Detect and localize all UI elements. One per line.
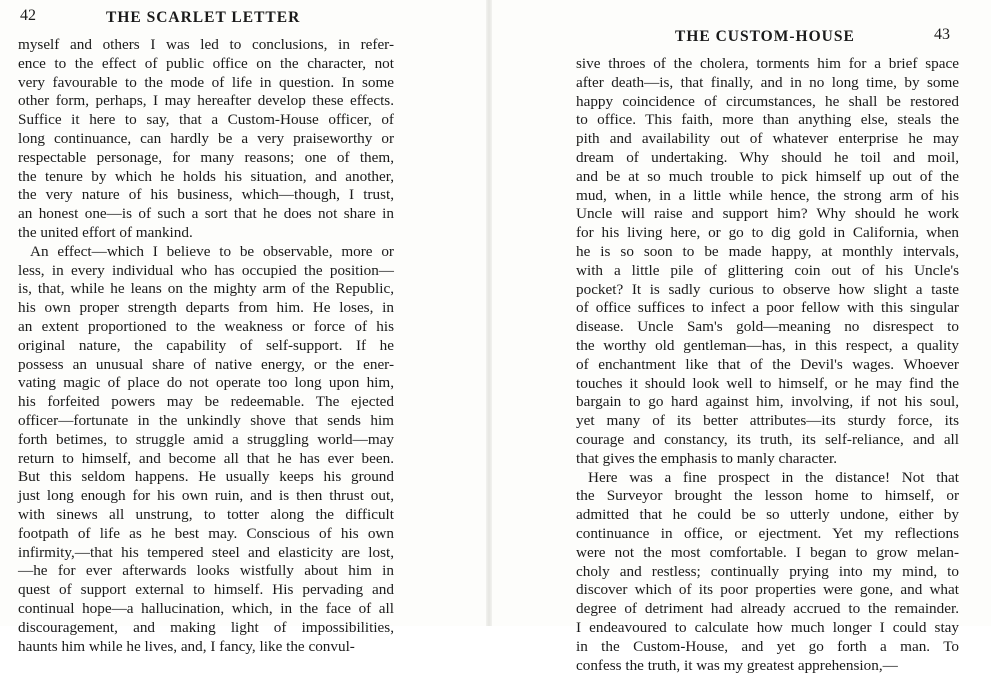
text-line: with a little pile of glittering coin out of his Uncle's: [576, 262, 959, 281]
text-line: the very nature of his business, which—though, I trust,: [18, 186, 394, 205]
text-line: choly and restless; continually prying into my mind, to: [576, 563, 959, 582]
text-line: after death—is, that finally, and in no long time, by some: [576, 74, 959, 93]
text-line: mud, when, in a little while hence, the strong arm of his: [576, 187, 959, 206]
text-line: just long enough for his own ruin, and is then thrust out,: [18, 487, 394, 506]
text-line: haunts him while he lives, and, I fancy, like the convul-: [18, 638, 394, 657]
text-line: that gives the emphasis to manly character.: [576, 450, 959, 469]
text-line: happy coincidence of circumstances, he shall be restored: [576, 93, 959, 112]
text-line: very favourable to the mode of life in question. In some: [18, 74, 394, 93]
text-line: the worthy old gentleman—has, in this respect, a quality: [576, 337, 959, 356]
text-line: sive throes of the cholera, torments him for a brief space: [576, 55, 959, 74]
text-line: his forfeited powers may be redeemable. The ejected: [18, 393, 394, 412]
text-line: myself and others I was led to conclusions, in refer-: [18, 36, 394, 55]
text-line: discover which of its poor properties were gone, and what: [576, 581, 959, 600]
text-line: pocket? It is sadly curious to observe how slight a taste: [576, 281, 959, 300]
text-line: of enchantment like that of the Devil's wages. Whoever: [576, 356, 959, 375]
text-line: confess the truth, it was my greatest apprehension,—: [576, 657, 959, 675]
text-line: in the Custom-House, and yet go forth a man. To: [576, 638, 959, 657]
text-line: quest of support external to himself. His pervading and: [18, 581, 394, 600]
text-line: were not the most comfortable. I began to grow melan-: [576, 544, 959, 563]
text-line: and be at so much trouble to pick himself up out of the: [576, 168, 959, 187]
text-line: he is so soon to be made happy, at monthly intervals,: [576, 243, 959, 262]
text-line: touches it should look well to himself, or he may find the: [576, 375, 959, 394]
text-line: with sinews all unstrung, to totter along the difficult: [18, 506, 394, 525]
text-line: original nature, the capability of self-support. If he: [18, 337, 394, 356]
text-line: the united effort of mankind.: [18, 224, 394, 243]
text-line: degree of detriment had already accrued to the remainder.: [576, 600, 959, 619]
text-line: officer—fortunate in the unkindly shove that sends him: [18, 412, 394, 431]
running-head: THE CUSTOM-HOUSE: [675, 28, 855, 46]
text-line: forth betimes, to struggle amid a struggling world—may: [18, 431, 394, 450]
page-number: 42: [20, 7, 36, 25]
text-line: Suffice it here to say, that a Custom-House officer, of: [18, 111, 394, 130]
text-line: less, in every individual who has occupied the position—: [18, 262, 394, 281]
text-line: But this seldom happens. He usually keeps his ground: [18, 468, 394, 487]
text-line: I endeavoured to calculate how much longer I could stay: [576, 619, 959, 638]
text-line: other form, perhaps, I may hereafter develop these effects.: [18, 92, 394, 111]
page-body: [18, 36, 394, 656]
text-line: continual hope—a hallucination, which, in the face of all: [18, 600, 394, 619]
text-line: admitted that he could be so utterly undone, either by: [576, 506, 959, 525]
left-page: [0, 0, 480, 626]
text-line: return to himself, and become all that he has ever been.: [18, 450, 394, 469]
text-line: is, that, while he leans on the mighty arm of the Republic,: [18, 280, 394, 299]
text-line: to office. This faith, more than anything else, steals the: [576, 111, 959, 130]
text-line: ence to the effect of public office on the character, not: [18, 55, 394, 74]
text-line: continuance in office, or ejectment. Yet my reflections: [576, 525, 959, 544]
text-line: of office suffices to infect a poor fellow with this singular: [576, 299, 959, 318]
text-line: vating magic of place do not operate too long upon him,: [18, 374, 394, 393]
text-line: possess an unusual share of native energy, or the ener-: [18, 356, 394, 375]
text-line: long continuance, can hardly be a very praiseworthy or: [18, 130, 394, 149]
text-line: footpath of life as he best may. Conscious of his own: [18, 525, 394, 544]
text-line: Here was a fine prospect in the distance! Not that: [576, 469, 959, 488]
text-line: discouragement, and making light of impossibilities,: [18, 619, 394, 638]
text-line: respectable personage, for many reasons; one of them,: [18, 149, 394, 168]
text-line: bargain to go hard against him, involving, if not his soul,: [576, 393, 959, 412]
book-gutter: [486, 0, 492, 626]
text-line: pith and availability out of whatever enterprise he may: [576, 130, 959, 149]
text-line: an extent proportioned to the weakness or force of his: [18, 318, 394, 337]
right-page: [497, 0, 991, 626]
text-line: the tenure by which he holds his situation, and another,: [18, 168, 394, 187]
text-line: infirmity,—that his tempered steel and elasticity are lost,: [18, 544, 394, 563]
text-line: an honest one—is of such a sort that he does not share in: [18, 205, 394, 224]
text-line: disease. Uncle Sam's gold—meaning no disrespect to: [576, 318, 959, 337]
text-line: his own proper strength departs from him. He loses, in: [18, 299, 394, 318]
text-line: for his living here, or go to dig gold in California, when: [576, 224, 959, 243]
page-body: [576, 55, 959, 675]
text-line: Uncle will raise and support him? Why should he work: [576, 205, 959, 224]
text-line: dream of undertaking. Why should he toil and moil,: [576, 149, 959, 168]
page-number: 43: [934, 26, 950, 44]
text-line: the Surveyor brought the lesson home to himself, or: [576, 487, 959, 506]
text-line: —he for ever afterwards looks wistfully about him in: [18, 562, 394, 581]
text-line: courage and constancy, its truth, its self-reliance, and all: [576, 431, 959, 450]
running-head: THE SCARLET LETTER: [106, 9, 300, 27]
text-line: yet many of its better attributes—its sturdy force, its: [576, 412, 959, 431]
text-line: An effect—which I believe to be observable, more or: [18, 243, 394, 262]
